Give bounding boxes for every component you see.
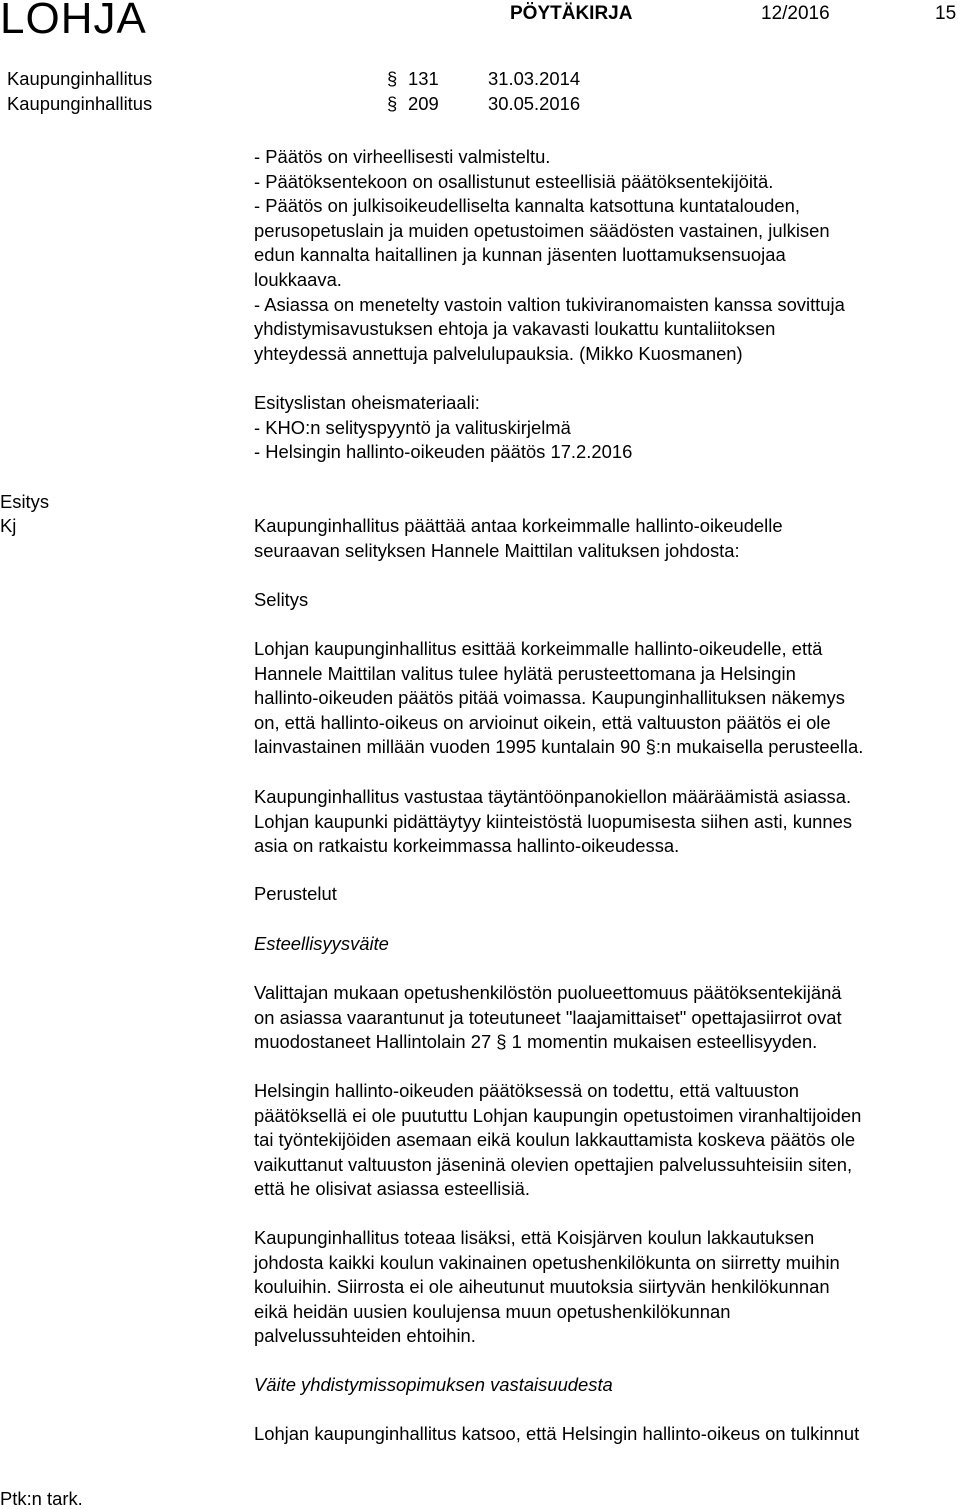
- text-line: - Helsingin hallinto-oikeuden päätös 17.2.2016: [254, 441, 633, 463]
- text-line: Esityslistan oheismateriaali:: [254, 392, 480, 413]
- paragraph: [254, 1079, 958, 1202]
- proposal-text: [254, 514, 958, 563]
- text-line: seuraavan selityksen Hannele Maittilan valituksen johdosta:: [254, 539, 740, 561]
- text-line: Lohjan kaupunginhallitus katsoo, että Helsingin hallinto-oikeus on tulkinnut: [254, 1423, 860, 1444]
- section-sign: §: [387, 68, 398, 89]
- text-line: että he olisivat asiassa esteellisiä.: [254, 1178, 531, 1200]
- text-line: edun kannalta haitallinen ja kunnan jäsenten luottamuksensuojaa: [254, 244, 786, 266]
- text-line: Helsingin hallinto-oikeuden päätöksessä on todettu, että valtuuston: [254, 1080, 799, 1101]
- page-number: 15: [935, 3, 957, 24]
- reference-body: Kaupunginhallitus: [7, 93, 153, 114]
- text-line: - KHO:n selityspyyntö ja valituskirjelmä: [254, 416, 571, 438]
- lohja-logo: LOHJA: [0, 0, 147, 43]
- reference-date: 30.05.2016: [488, 93, 581, 114]
- heading-perustelut: Perustelut: [254, 883, 337, 904]
- document-number: 12/2016: [761, 3, 830, 24]
- text-line: Kaupunginhallitus toteaa lisäksi, että Koisjärven koulun lakkautuksen: [254, 1227, 815, 1248]
- document-type: PÖYTÄKIRJA: [510, 3, 633, 24]
- presenter-label: Kj: [0, 515, 17, 536]
- paragraph: [254, 1422, 958, 1447]
- text-line: eikä heidän uusien koulujensa muun opetushenkilökunnan: [254, 1300, 731, 1322]
- text-line: lainvastainen millään vuoden 1995 kuntalain 90 §:n mukaisella perusteella.: [254, 736, 864, 758]
- reference-number: 131: [408, 68, 439, 89]
- text-line: on asiassa vaarantunut ja toteutuneet "laajamittaiset" opettajasiirrot ovat: [254, 1006, 842, 1028]
- text-line: Kaupunginhallitus vastustaa täytäntöönpanokiellon määräämistä asiassa.: [254, 786, 852, 807]
- appeal-grounds: [254, 145, 958, 366]
- text-line: vaikuttanut valtuuston jäseninä olevien opettajien palvelussuhteisiin siten,: [254, 1153, 853, 1175]
- text-line: on, että hallinto-oikeus on arvioinut oikein, että valtuuston päätös ei ole: [254, 711, 831, 733]
- text-line: kouluihin. Siirrosta ei ole aiheutunut muutoksia siirtyvän henkilökunnan: [254, 1276, 830, 1298]
- reference-number: 209: [408, 93, 439, 114]
- heading-selitys: Selitys: [254, 589, 309, 610]
- footer-ptk-tark: Ptk:n tark.: [0, 1488, 83, 1509]
- text-line: perusopetuslain ja muiden opetustoimen säädösten vastainen, julkisen: [254, 219, 830, 241]
- section-sign: §: [387, 93, 398, 114]
- text-line: palvelussuhteiden ehtoihin.: [254, 1325, 476, 1347]
- text-line: asia on ratkaistu korkeimmassa hallinto-oikeudessa.: [254, 835, 680, 857]
- heading-vaite: Väite yhdistymissopimuksen vastaisuudesta: [254, 1374, 613, 1395]
- paragraph: [254, 637, 958, 760]
- text-line: - Päätös on virheellisesti valmisteltu.: [254, 146, 551, 167]
- text-line: yhdistymisavustuksen ehtoja ja vakavasti loukattu kuntaliitoksen: [254, 318, 776, 340]
- heading-esteellisyysvaite: Esteellisyysväite: [254, 933, 389, 954]
- text-line: loukkaava.: [254, 268, 342, 290]
- text-line: - Asiassa on menetelty vastoin valtion tukiviranomaisten kanssa sovittuja: [254, 293, 845, 315]
- reference-date: 31.03.2014: [488, 68, 581, 89]
- text-line: Lohjan kaupunginhallitus esittää korkeimmalle hallinto-oikeudelle, että: [254, 638, 823, 659]
- text-line: - Päätöksentekoon on osallistunut esteellisiä päätöksentekijöitä.: [254, 170, 774, 192]
- attachments-list: [254, 391, 958, 465]
- text-line: Lohjan kaupunki pidättäytyy kiinteistöstä luopumisesta siihen asti, kunnes: [254, 810, 853, 832]
- text-line: muodostaneet Hallintolain 27 § 1 momentin mukaisen esteellisyyden.: [254, 1031, 818, 1053]
- reference-body: Kaupunginhallitus: [7, 68, 153, 89]
- text-line: Valittajan mukaan opetushenkilöstön puolueettomuus päätöksentekijänä: [254, 982, 842, 1003]
- text-line: Kaupunginhallitus päättää antaa korkeimmalle hallinto-oikeudelle: [254, 515, 783, 536]
- proposal-label: Esitys: [0, 491, 50, 512]
- paragraph: [254, 1226, 958, 1349]
- text-line: Hannele Maittilan valitus tulee hylätä perusteettomana ja Helsingin: [254, 662, 796, 684]
- text-line: - Päätös on julkisoikeudelliselta kannalta katsottuna kuntatalouden,: [254, 195, 800, 217]
- text-line: johdosta kaikki koulun vakinainen opetushenkilökunta on siirretty muihin: [254, 1251, 840, 1273]
- paragraph: [254, 981, 958, 1055]
- text-line: yhteydessä annettuja palvelulupauksia. (Mikko Kuosmanen): [254, 342, 743, 364]
- text-line: hallinto-oikeuden päätös pitää voimassa. Kaupunginhallituksen näkemys: [254, 687, 845, 709]
- text-line: tai työntekijöiden asemaan eikä koulun lakkauttamista koskeva päätös ole: [254, 1129, 856, 1151]
- paragraph: [254, 785, 958, 859]
- text-line: päätöksellä ei ole puututtu Lohjan kaupungin opetustoimen viranhaltijoiden: [254, 1104, 862, 1126]
